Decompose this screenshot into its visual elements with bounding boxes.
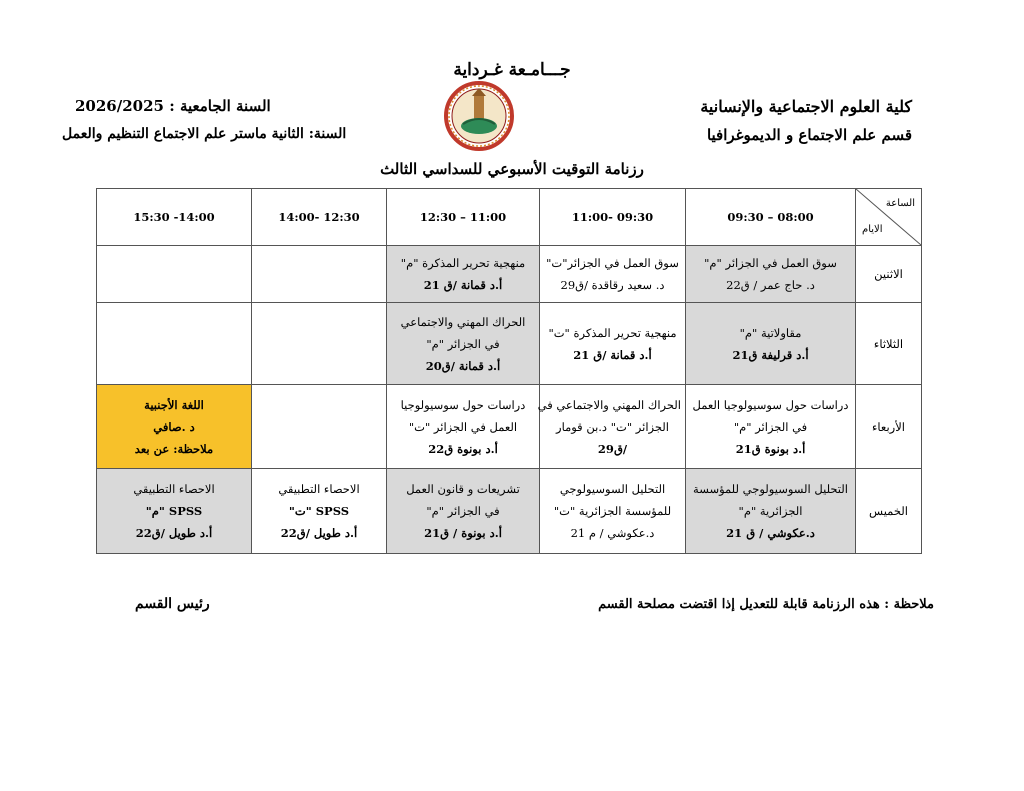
study-level: السنة: الثانية ماستر علم الاجتماع التنظيم والعمل xyxy=(62,126,347,142)
day-label: الاثنين xyxy=(856,246,922,303)
corner-time-label: الساعة xyxy=(885,198,915,209)
faculty-name: كلية العلوم الاجتماعية والإنسانية xyxy=(700,97,912,116)
table-row xyxy=(97,385,922,469)
session-cell: منهجية تحرير المذكرة "ت" أ.د قمانة /ق 21 xyxy=(540,303,686,385)
session-cell-empty xyxy=(252,303,387,385)
day-label: الثلاثاء xyxy=(856,303,922,385)
university-name: جـــامـعة غـرداية xyxy=(453,60,571,80)
session-cell: الحراك المهني والاجتماعي في الجزائر "ت" د.بن قومار /ق29 xyxy=(540,385,686,469)
department-name: قسم علم الاجتماع و الديموغرافيا xyxy=(706,126,912,144)
session-cell-foreign-language: اللغة الأجنبية د .صافي ملاحظة: عن بعد xyxy=(97,385,252,469)
time-slot-header: 08:00 – 09:30 xyxy=(686,189,856,246)
session-cell: سوق العمل في الجزائر "م" د. حاج عمر / ق22 xyxy=(686,246,856,303)
table-row xyxy=(97,303,922,385)
day-label: الأربعاء xyxy=(856,385,922,469)
header-corner xyxy=(856,189,922,246)
session-cell: الاحصاء التطبيقي SPSS "ت" أ.د طويل /ق22 xyxy=(252,469,387,554)
session-cell: التحليل السوسيولوجي للمؤسسة الجزائرية "م" د.عكوشي / ق 21 xyxy=(686,469,856,554)
session-cell: دراسات حول سوسيولوجيا العمل في الجزائر "م" أ.د بونوة ق21 xyxy=(686,385,856,469)
day-label: الخميس xyxy=(856,469,922,554)
session-cell: دراسات حول سوسيولوجيا العمل في الجزائر "ت" أ.د بونوة ق22 xyxy=(387,385,540,469)
session-cell: الحراك المهني والاجتماعي في الجزائر "م" أ.د قمانة /ق20 xyxy=(387,303,540,385)
time-slot-header: 14:00- 15:30 xyxy=(97,189,252,246)
session-cell: منهجية تحرير المذكرة "م" أ.د قمانة /ق 21 xyxy=(387,246,540,303)
session-cell: سوق العمل في الجزائر"ت" د. سعيد رقاقدة /ق29 xyxy=(540,246,686,303)
session-cell-empty xyxy=(97,246,252,303)
time-slot-header: 11:00 – 12:30 xyxy=(387,189,540,246)
academic-year: السنة الجامعية : 2026/2025 xyxy=(75,97,271,115)
time-slot-header: 09:30 -11:00 xyxy=(540,189,686,246)
session-cell-empty xyxy=(252,246,387,303)
session-cell: التحليل السوسيولوجي للمؤسسة الجزائرية "ت" د.عكوشي / م 21 xyxy=(540,469,686,554)
university-logo xyxy=(443,80,515,152)
time-slot-header: 12:30 -14:00 xyxy=(252,189,387,246)
session-cell: الاحصاء التطبيقي SPSS "م" أ.د طويل /ق22 xyxy=(97,469,252,554)
session-cell-empty xyxy=(252,385,387,469)
footer-note: ملاحظة : هذه الرزنامة قابلة للتعديل إذا اقتضت مصلحة القسم xyxy=(598,597,934,612)
session-cell-empty xyxy=(97,303,252,385)
department-head-signature: رئيس القسم xyxy=(135,596,210,612)
corner-days-label: الايام xyxy=(862,224,883,235)
table-row xyxy=(97,246,922,303)
schedule-title: رزنامة التوقيت الأسبوعي للسداسي الثالث xyxy=(380,160,644,178)
session-cell: مقاولاتية "م" أ.د قرليفة ق21 xyxy=(686,303,856,385)
schedule-table xyxy=(96,188,922,554)
table-row xyxy=(97,469,922,554)
session-cell: تشريعات و قانون العمل في الجزائر "م" أ.د بونوة / ق21 xyxy=(387,469,540,554)
